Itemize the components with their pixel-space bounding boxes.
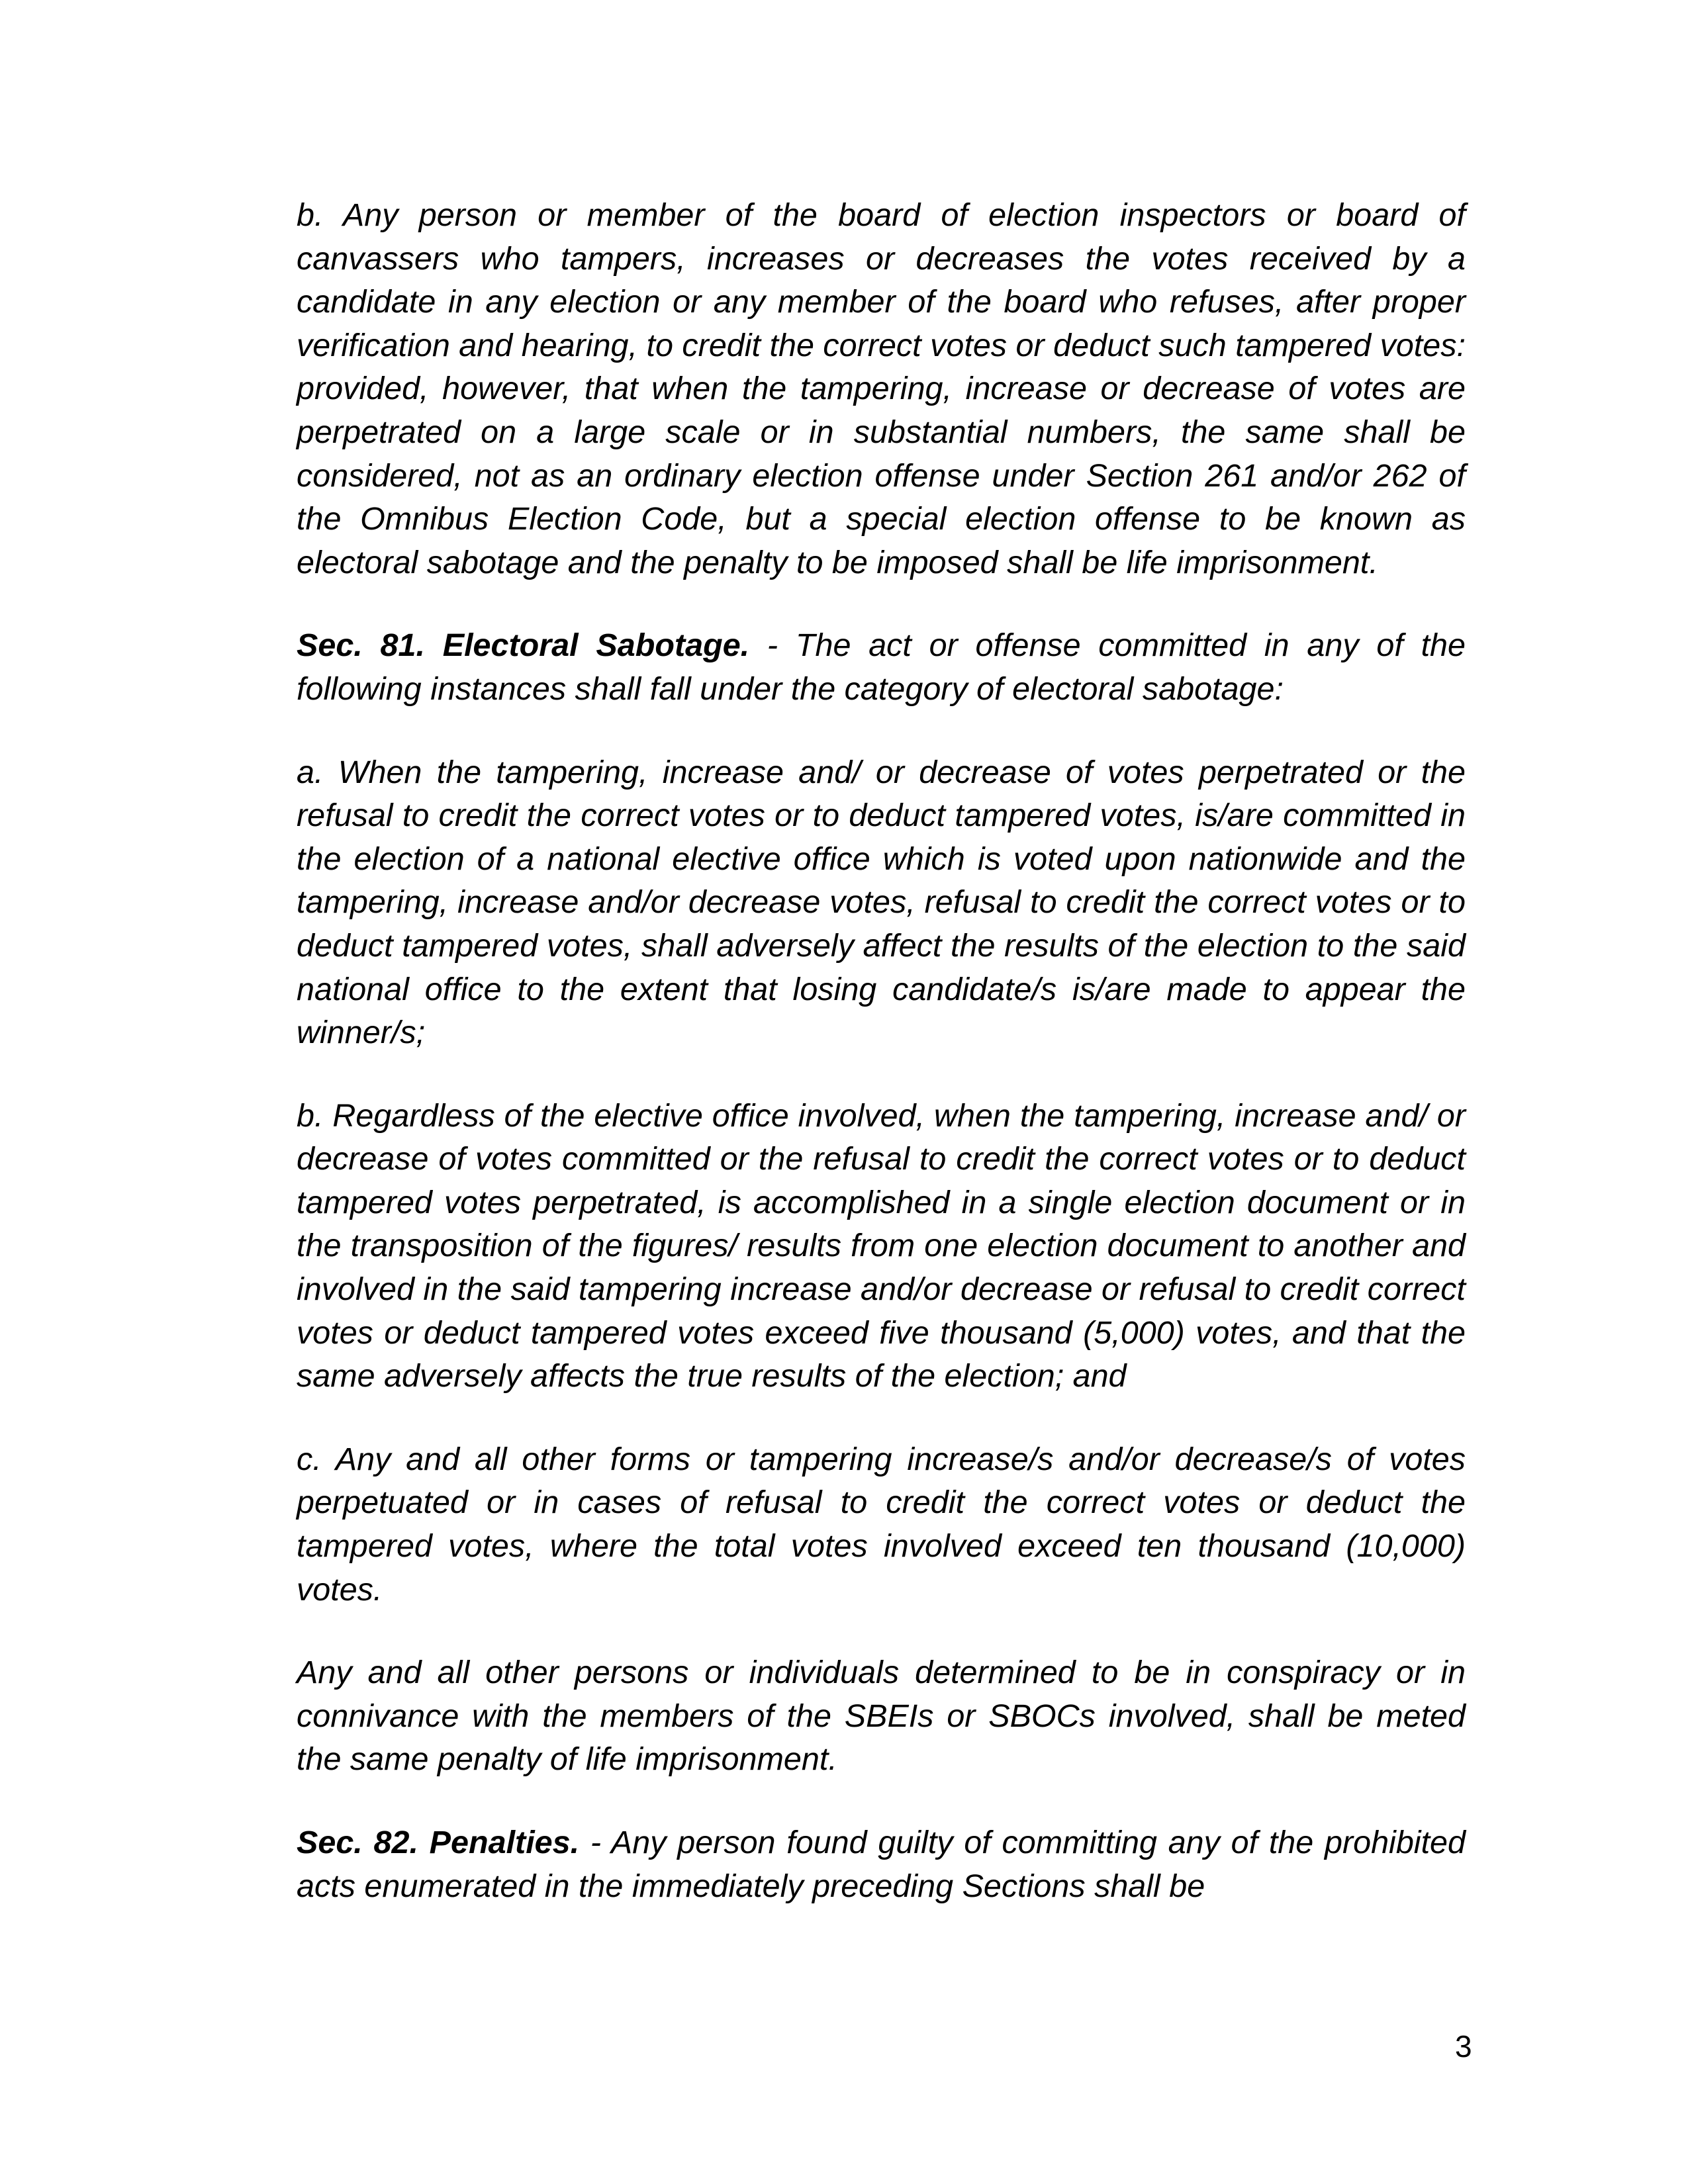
paragraph-sec-82 <box>297 1821 1466 1908</box>
paragraph-sec-81 <box>297 624 1466 711</box>
paragraph-text: a. When the tampering, increase and/ or decrease of votes perpetrated or the refusal to credit the correct votes or to deduct tampered votes, is/are committed in the election of a national elective office which is voted upon nationwide and the tampering, increase and/or decrease votes, refusal to credit the correct votes or to deduct tampered votes, shall adversely affect the results of the election to the said national office to the extent that losing candidate/s is/are made to appear the winner/s; <box>297 754 1466 1051</box>
paragraph-text: b. Regardless of the elective office involved, when the tampering, increase and/ or decrease of votes committed or the refusal to credit the correct votes or to deduct tampered votes perpetrated, is accomplished in a single election document or in the transposition of the figures/ results from one election document to another and involved in the said tampering increase and/or decrease or refusal to credit correct votes or deduct tampered votes exceed five thousand (5,000) votes, and that the same adversely affects the true results of the election; and <box>297 1097 1466 1394</box>
paragraph-conspiracy <box>297 1651 1466 1782</box>
section-heading: Sec. 82. Penalties. <box>297 1825 580 1860</box>
paragraph-text: - Any person found guilty of committing any of the prohibited acts enumerated in the immediately preceding Sections shall be <box>297 1825 1466 1904</box>
paragraph-text: - The act or offense committed in any of the following instances shall fall under the category of electoral sabotage: <box>297 627 1466 707</box>
paragraph-text: b. Any person or member of the board of election inspectors or board of canvassers who tampers, increases or decreases the votes received by a candidate in any election or any member of the board who refuses, after proper verification and hearing, to credit the correct votes or deduct such tampered votes: provided, however, that when the tampering, increase or decrease of votes are perpetrated on a large scale or in substantial numbers, the same shall be considered, not as an ordinary election offense under Section 261 and/or 262 of the Omnibus Election Code, but a special election offense to be known as electoral sabotage and the penalty to be imposed shall be life imprisonment. <box>297 197 1466 580</box>
paragraph-c-other-forms <box>297 1438 1466 1612</box>
paragraph-b-single-document <box>297 1095 1466 1398</box>
document-body <box>297 194 1466 1948</box>
section-heading: Sec. 81. Electoral Sabotage. <box>297 627 750 664</box>
paragraph-a-national-office <box>297 751 1466 1055</box>
page-number: 3 <box>1455 2029 1472 2064</box>
paragraph-text: Any and all other persons or individuals determined to be in conspiracy or in connivance with the members of the SBEIs or SBOCs involved, shall be meted the same penalty of life imprisonment. <box>297 1655 1466 1778</box>
paragraph-text: c. Any and all other forms or tampering increase/s and/or decrease/s of votes perpetuated or in cases of refusal to credit the correct votes or deduct the tampered votes, where the total votes involved exceed ten thousand (10,000) votes. <box>297 1441 1466 1608</box>
paragraph-b-tampering <box>297 194 1466 584</box>
